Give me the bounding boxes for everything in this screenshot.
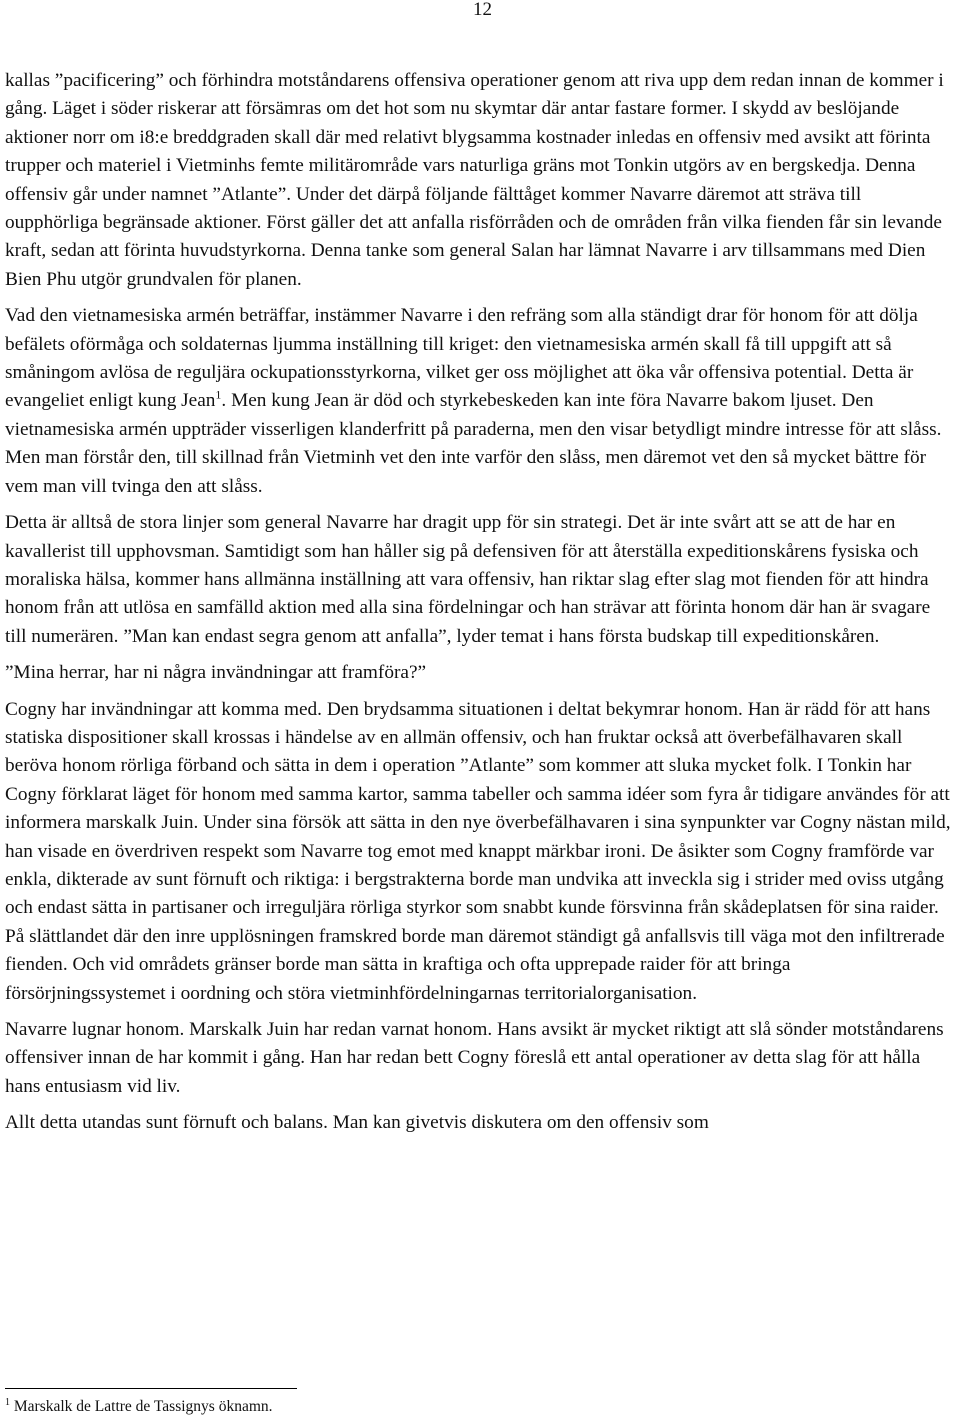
paragraph: ”Mina herrar, har ni några invändningar att framföra?” xyxy=(5,662,427,684)
footnote-divider xyxy=(5,1388,297,1389)
document-body xyxy=(5,67,955,1146)
footnote-number: 1 xyxy=(5,1396,10,1408)
paragraph: Navarre lugnar honom. Marskalk Juin har redan varnat honom. Hans avsikt är mycket riktigt att slå sönder motståndarens offensiver innan de har kommit i gång. Han har redan bett Cogny föreslå ett antal operationer av detta slag för att hålla hans entusiasm vid liv. xyxy=(5,1019,944,1097)
paragraph: Detta är alltså de stora linjer som general Navarre har dragit upp för sin strategi. Det är inte svårt att se att de har en kavallerist till upphovsman. Samtidigt som han håller sig på defensiven för att återställa expeditionskårens fysiska och moraliska hälsa, kommer hans allmänna inställning att vara offensiv, han riktar slag efter slag mot fienden för att hindra honom från att utlösa en samfälld aktion med alla sina fördelningar och han strävar att förinta honom där han är svagare till numerären. ”Man kan endast segra genom att anfalla”, lyder temat i hans första budskap till expeditionskåren. xyxy=(5,512,931,647)
footnote-reference[interactable]: 1 xyxy=(215,388,222,403)
page-number: 12 xyxy=(473,0,492,20)
paragraph xyxy=(5,302,955,501)
paragraph-text: Vad den vietnamesiska armén beträffar, instämmer Navarre i den refräng som alla ständigt drar för honom för att dölja befälets oförmåga och soldaternas ljumma inställning till kriget: den vietnamesiska armén skall få till uppgift att så småningom avlösa de reguljära ockupationsstyrkorna, vilket ger oss möjlighet att öka vår offensiva potential. Detta är evangeliet enligt kung Jean xyxy=(5,305,918,412)
paragraph: Cogny har invändningar att komma med. Den brydsamma situationen i deltat bekymrar honom. Han är rädd för att hans statiska dispositioner skall krossas i händelse av en allmän offensiv, och han fruktar också att överbefälhavaren skall beröva honom rörliga förband och sätta in dem i operation ”Atlante” som kommer att sluka mycket folk. I Tonkin har Cogny förklarat läget för honom med samma kartor, samma tabeller och samma idéer som fyra år tidigare användes för att informera marskalk Juin. Under sina försök att sätta in den nye överbefälhavaren i sina synpunkter var Cogny nästan mild, han visade en överdriven respekt som Navarre tog emot med knappt märkbar ironi. De åsikter som Cogny framförde var enkla, dikterade av sunt förnuft och riktiga: i bergstrakterna borde man undvika att inveckla sig i strider med oviss utgång och endast sätta in partisaner och irreguljära rörliga styrkor som snabbt kunde försvinna från skådeplatsen för sina raider. På slättlandet där den inre upplösningen framskred borde man däremot ständigt gå anfallsvis till väga mot den infiltrerade fienden. Och vid områdets gränser borde man sätta in kraftiga och ofta upprepade raider för att bringa försörjningssystemet i oordning och störa vietminhfördelningarnas territorialorganisation. xyxy=(5,698,951,1004)
paragraph-text: . Men kung Jean är död och styrkebeskeden kan inte föra Navarre bakom ljuset. Den vietnamesiska armén uppträder visserligen klanderfritt på paraderna, men den visar betydligt mindre intresse för att slåss. Men man förstår den, till skillnad från Vietminh vet den inte varför den slåss, men däremot vet den så mycket bättre för vem man vill tvinga den att slåss. xyxy=(5,390,942,497)
footnote-text: Marskalk de Lattre de Tassignys öknamn. xyxy=(10,1398,273,1415)
paragraph: kallas ”pacificering” och förhindra motståndarens offensiva operationer genom att riva upp dem redan innan de kommer i gång. Läget i söder riskerar att försämras om det hot som nu skymtar där antar fastare former. I skydd av beslöjande aktioner norr om i8:e breddgraden skall där med relativt blygsamma kostnader inledas en offensiv med avsikt att förinta trupper och materiel i Vietminhs femte militärområde vars naturliga gräns mot Tonkin utgörs av en bergskedja. Denna offensiv går under namnet ”Atlante”. Under det därpå följande fälttåget kommer Navarre däremot att sträva till oupphörliga begränsade aktioner. Först gäller det att anfalla risförråden och de områden från vilka fienden får sin levande kraft, sedan att förinta huvudstyrkorna. Denna tanke som general Salan har lämnat Navarre i arv tillsammans med Dien Bien Phu utgör grundvalen för planen. xyxy=(5,70,944,290)
paragraph: Allt detta utandas sunt förnuft och balans. Man kan givetvis diskutera om den offensiv som xyxy=(5,1112,709,1134)
footnote xyxy=(5,1396,273,1418)
